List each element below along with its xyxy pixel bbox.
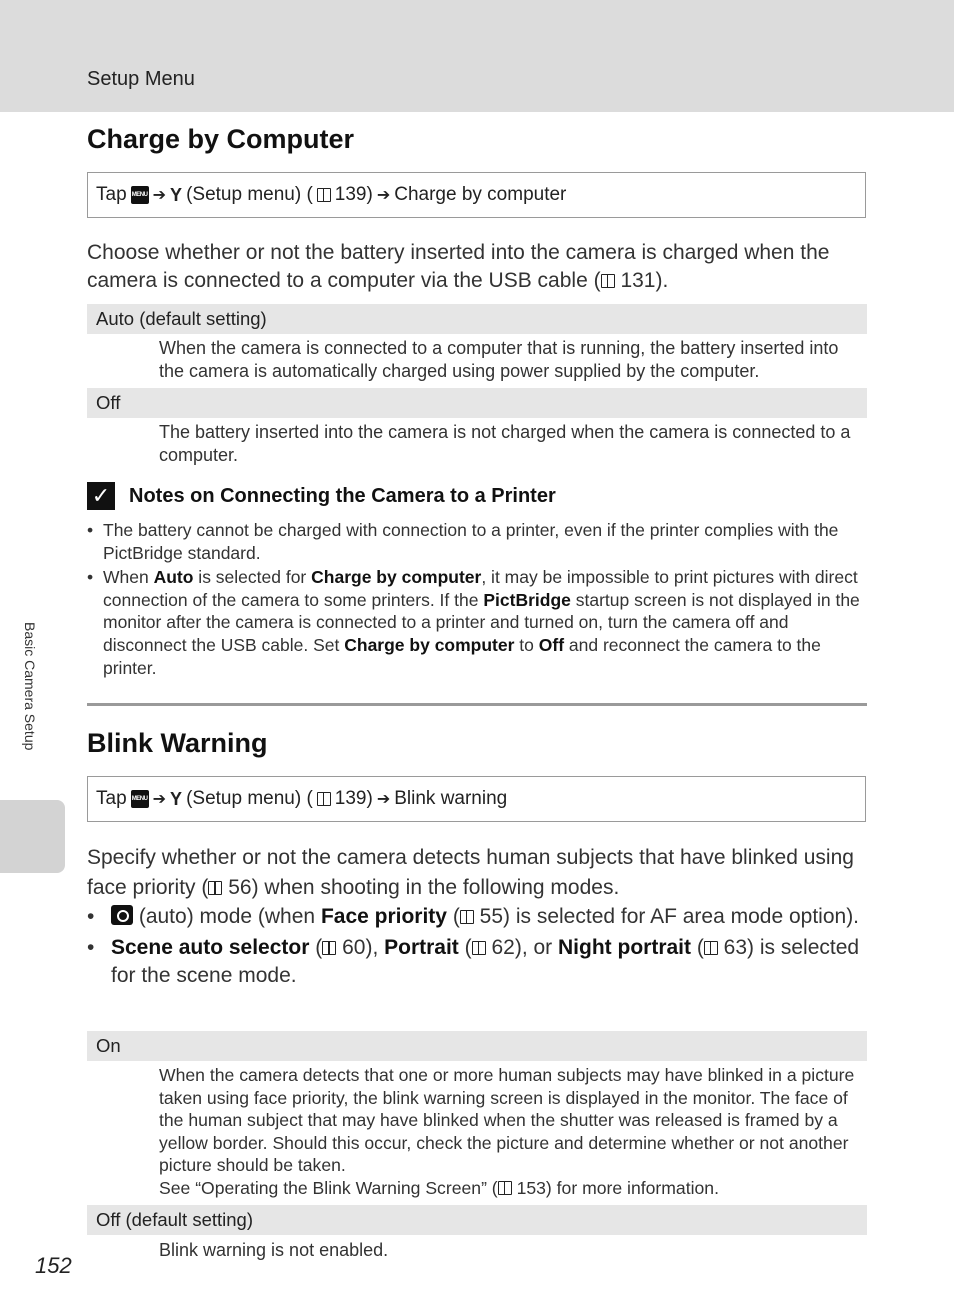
option-label-on: On [87, 1031, 867, 1061]
notes-title: Notes on Connecting the Camera to a Printer [129, 484, 556, 507]
wrench-icon: Y [170, 788, 183, 809]
notes-list [87, 519, 872, 681]
see-ref: 153) for more information. [516, 1177, 719, 1198]
path-target: Charge by computer [394, 184, 567, 205]
mode-bold: Portrait [384, 935, 459, 959]
mode-text: ( [309, 935, 323, 959]
menu-icon: MENU [131, 790, 149, 808]
option-label-off-default: Off (default setting) [87, 1205, 867, 1235]
note-text: to [514, 634, 539, 655]
book-reference-icon [704, 941, 718, 955]
book-reference-icon [601, 274, 615, 288]
charge-intro [87, 239, 867, 295]
menu-icon: MENU [131, 186, 149, 204]
note-bold: Off [538, 634, 565, 655]
option-desc-off: The battery inserted into the camera is not charged when the camera is connected to a computer. [159, 422, 851, 465]
list-item [87, 566, 872, 679]
modes-list [87, 903, 872, 993]
setup-menu-text: (Setup menu) ( [186, 184, 313, 205]
option-desc-auto: When the camera is connected to a computer that is running, the battery inserted into the camera is automatically charged using power supplied by the computer. [159, 338, 839, 381]
auto-mode-camera-icon [111, 905, 133, 925]
intro-ref: 56) when shooting in the following modes. [228, 876, 620, 899]
note-bold: Charge by computer [311, 567, 482, 588]
wrench-icon: Y [170, 184, 183, 205]
option-label-auto: Auto (default setting) [87, 304, 867, 334]
book-reference-icon [317, 188, 331, 202]
mode-bold: Scene auto selector [111, 935, 310, 959]
note-bold: Auto [153, 567, 194, 588]
book-reference-icon [498, 1181, 512, 1195]
intro-text: Specify whether or not the camera detects human subjects that have blinked using face priority ( [87, 846, 854, 899]
option-desc-off-default: Blink warning is not enabled. [159, 1240, 389, 1260]
note-text: is selected for [193, 567, 312, 588]
tap-label: Tap [96, 788, 127, 809]
mode-text: ( [691, 935, 704, 959]
book-reference-icon [322, 941, 336, 955]
note-text: startup screen is not displayed in the monitor after the camera is connected to a printer and turned on, turn the camera off and disconnect the USB cable. Set [103, 589, 860, 655]
note-text: The battery cannot be charged with connection to a printer, even if the printer complies with the PictBridge standard. [103, 520, 839, 563]
book-reference-icon [317, 792, 331, 806]
path-target: Blink warning [394, 788, 508, 809]
list-item [87, 519, 872, 564]
book-reference-icon [472, 941, 486, 955]
option-desc-text: When the camera detects that one or more human subjects may have blinked in a picture taken using face priority, the blink warning screen is displayed in the monitor. The face of the human subject that may have blinked when the shutter was released is framed by a yellow border. Should this occur, check the picture and determine whether or not another picture should be taken. [159, 1065, 855, 1175]
header-band [0, 0, 954, 112]
section-label: Setup Menu [87, 68, 195, 90]
mode-bold: Face priority [320, 905, 447, 928]
mode-text: 55) is selected for AF area mode option). [479, 905, 860, 928]
page-number: 152 [35, 1253, 72, 1278]
page-ref: 139) [334, 788, 373, 809]
blink-title: Blink Warning [87, 728, 268, 758]
note-check-icon: ✓ [87, 482, 115, 510]
mode-bold: Night portrait [558, 935, 691, 959]
arrow-right-icon: ➔ [152, 187, 167, 204]
tap-label: Tap [96, 184, 127, 205]
mode-text: ( [446, 905, 460, 928]
mode-text: 62), or [491, 935, 559, 959]
arrow-right-icon: ➔ [376, 791, 391, 808]
list-item [87, 934, 872, 991]
mode-text: 63) is selected for the scene mode. [111, 935, 860, 987]
note-text: and reconnect the camera to the printer. [103, 634, 821, 678]
mode-text: 60), [342, 935, 385, 959]
option-desc-on [159, 1064, 864, 1199]
sidebar-label: Basic Camera Setup [22, 622, 38, 751]
note-bold: Charge by computer [344, 634, 515, 655]
charge-menu-path [87, 172, 866, 218]
list-item [87, 903, 872, 932]
note-bold: PictBridge [483, 589, 571, 610]
notes-heading [87, 482, 556, 510]
page-ref: 139) [334, 184, 373, 205]
book-reference-icon [460, 910, 474, 924]
book-reference-icon [208, 881, 222, 895]
charge-title: Charge by Computer [87, 124, 355, 154]
section-divider [87, 703, 867, 706]
arrow-right-icon: ➔ [376, 187, 391, 204]
mode-text: (auto) mode (when [133, 905, 321, 928]
sidebar-tab [0, 800, 65, 873]
intro-text: Choose whether or not the battery inserted into the camera is charged when the camera is connected to a computer via the USB cable ( [87, 241, 830, 292]
setup-menu-text: (Setup menu) ( [186, 788, 313, 809]
option-label-off: Off [87, 388, 867, 418]
note-text: , it may be impossible to print pictures with direct connection of the camera to some printers. If the [103, 567, 858, 610]
blink-intro [87, 843, 867, 903]
option-desc-see [159, 1177, 864, 1200]
see-text: See “Operating the Blink Warning Screen” ( [159, 1177, 498, 1198]
arrow-right-icon: ➔ [152, 791, 167, 808]
mode-text: ( [458, 935, 472, 959]
note-text: When [103, 567, 154, 588]
intro-ref: 131). [620, 269, 669, 292]
blink-menu-path [87, 776, 866, 822]
